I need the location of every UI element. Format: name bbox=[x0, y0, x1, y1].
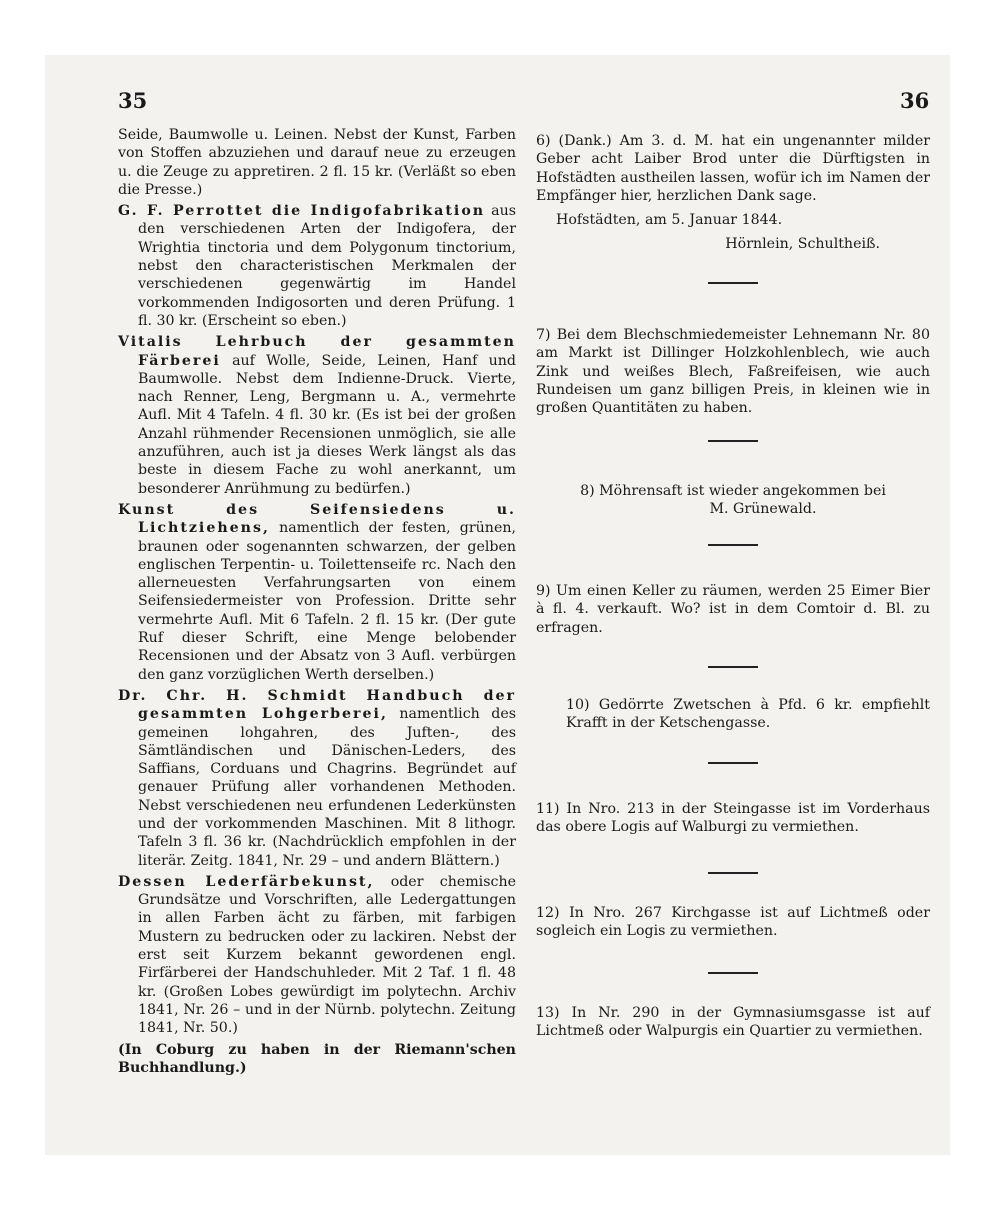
entry-text: namentlich des gemeinen lohgahren, des Juften-, des Sämtländischen und Dänischen-Leders, des Saffians, Corduans und Chagrins. Begründet auf genauer Prüfung aller vorhandenen Methoden. Nebst verschiedenen neu erfundenen Lederkünsten und der vorkommenden Maschinen. Mit 8 lithogr. Tafeln 3 fl. 36 kr. (Nachdrücklich empfohlen in der literär. Zeitg. 1841, Nr. 29 – und andern Blättern.) bbox=[138, 706, 516, 869]
entry-text: namentlich der festen, grünen, braunen oder sogenannten schwarzen, der gelben englischen Terpentin- u. Toilettenseife rc. Nach den allerneuesten Verfahrungsarten von einem Seifensiedermeister von Profession. Dritte sehr vermehrte Aufl. Mit 6 Tafeln. 2 fl. 15 kr. (Der gute Ruf dieser Schrift, eine Menge belobender Recensionen und der Absatz von 3 Aufl. verbürgen den ganz vorzüglichen Werth derselben.) bbox=[138, 520, 516, 683]
notice-text: 8) Möhrensaft ist wieder angekommen bei bbox=[580, 483, 886, 499]
notice-signature: Hörnlein, Schultheiß. bbox=[725, 236, 880, 253]
entry-leather-dyeing-book bbox=[118, 873, 516, 1038]
notice-10: 10) Gedörrte Zwetschen à Pfd. 6 kr. empfiehlt Krafft in der Ketschengasse. bbox=[566, 697, 930, 732]
divider bbox=[708, 666, 758, 668]
divider bbox=[708, 872, 758, 874]
entry-title: G. F. Perrottet die Indigofabrikation bbox=[118, 203, 486, 220]
page-number-left: 35 bbox=[118, 88, 148, 113]
entry-text: auf Wolle, Seide, Leinen, Hanf und Baumwolle. Nebst dem Indienne-Druck. Vierte, nach Renner, Leng, Bergmann u. A., vermehrte Aufl. Mit 4 Tafeln. 4 fl. 30 kr. (Es ist bei der großen Anzahl rühmender Recensionen unmöglich, sie alle anzuführen, auch ist ja dieses Werk längst als das beste in diesem Fache zu wohl anerkannt, um besonderer Anrühmung zu bedürfen.) bbox=[138, 352, 516, 497]
notice-place-date: Hofstädten, am 5. Januar 1844. bbox=[556, 212, 783, 229]
notice-7: 7) Bei dem Blechschmiedemeister Lehnemann Nr. 80 am Markt ist Dillinger Holzkohlenblech, wie auch Zink und weißes Blech, Faßreifeisen, wie auch Rundeisen um ganz billigen Preis, in kleinen wie in großen Quantitäten zu haben. bbox=[536, 327, 930, 417]
entry-soap-book bbox=[118, 501, 516, 684]
notice-6 bbox=[536, 132, 930, 254]
notice-11: 11) In Nro. 213 in der Steingasse ist im Vorderhaus das obere Logis auf Walburgi zu vermiethen. bbox=[536, 801, 930, 836]
divider bbox=[708, 762, 758, 764]
entry-vitalis-book bbox=[118, 333, 516, 498]
notice-13: 13) In Nr. 290 in der Gymnasiumsgasse ist auf Lichtmeß oder Walpurgis ein Quartier zu vermiethen. bbox=[536, 1005, 930, 1040]
notice-9: 9) Um einen Keller zu räumen, werden 25 Eimer Bier à fl. 4. verkauft. Wo? ist in dem Comtoir d. Bl. zu erfragen. bbox=[536, 583, 930, 636]
divider bbox=[708, 972, 758, 974]
entry-title: Dr. Chr. H. Schmidt Handbuch der gesammten Lohgerberei, bbox=[118, 687, 516, 723]
entry-title: Kunst des Seifensiedens u. Lichtziehens, bbox=[118, 501, 516, 537]
divider bbox=[708, 282, 758, 284]
notice-signature: M. Grünewald. bbox=[709, 501, 817, 518]
divider bbox=[708, 440, 758, 442]
entry-indigo-book bbox=[118, 202, 516, 330]
page-number-right: 36 bbox=[900, 88, 930, 113]
left-column bbox=[118, 126, 516, 1080]
entry-text: oder chemische Grundsätze und Vorschriften, alle Ledergattungen in allen Farben ächt zu färben, mit farbigen Mustern zu bedrucken oder zu lackiren. Nebst der erst seit Kurzem bekannt gewordenen engl. Firfärberei der Handschuhleder. Mit 2 Taf. 1 fl. 48 kr. (Großen Lobes gewürdigt im polytechn. Archiv 1841, Nr. 26 – und in der Nürnb. polytechn. Zeitung 1841, Nr. 50.) bbox=[138, 873, 516, 1037]
entry-title: Dessen Lederfärbekunst, bbox=[118, 873, 375, 890]
entry-tanning-book bbox=[118, 687, 516, 870]
entry-dyeing-continued: Seide, Baumwolle u. Leinen. Nebst der Kunst, Farben von Stoffen abzuziehen und darauf neue zu erzeugen u. die Zeuge zu appretiren. 2 fl. 15 kr. (Verläßt so eben die Presse.) bbox=[118, 127, 516, 198]
notice-12: 12) In Nro. 267 Kirchgasse ist auf Lichtmeß oder sogleich ein Logis zu vermiethen. bbox=[536, 905, 930, 940]
bookshop-note: (In Coburg zu haben in der Riemann'schen Buchhandlung.) bbox=[118, 1041, 516, 1076]
entry-title: Vitalis Lehrbuch der gesammten Färberei bbox=[118, 334, 516, 369]
notice-8 bbox=[536, 482, 930, 519]
entry-text: aus den verschiedenen Arten der Indigofera, der Wrightia tinctoria und dem Polygonum tinctorium, nebst den characteristischen Merkmalen der verschiedenen gegenwärtig im Handel vorkommenden Indigosorten und deren Prüfung. 1 fl. 30 kr. (Erscheint so eben.) bbox=[138, 203, 517, 329]
notice-text: 6) (Dank.) Am 3. d. M. hat ein ungenannter milder Geber acht Laiber Brod unter die Dürftigsten in Hofstädten austheilen lassen, wofür ich im Namen der Empfänger hier, herzlichen Dank sage. bbox=[536, 133, 930, 204]
divider bbox=[708, 544, 758, 546]
